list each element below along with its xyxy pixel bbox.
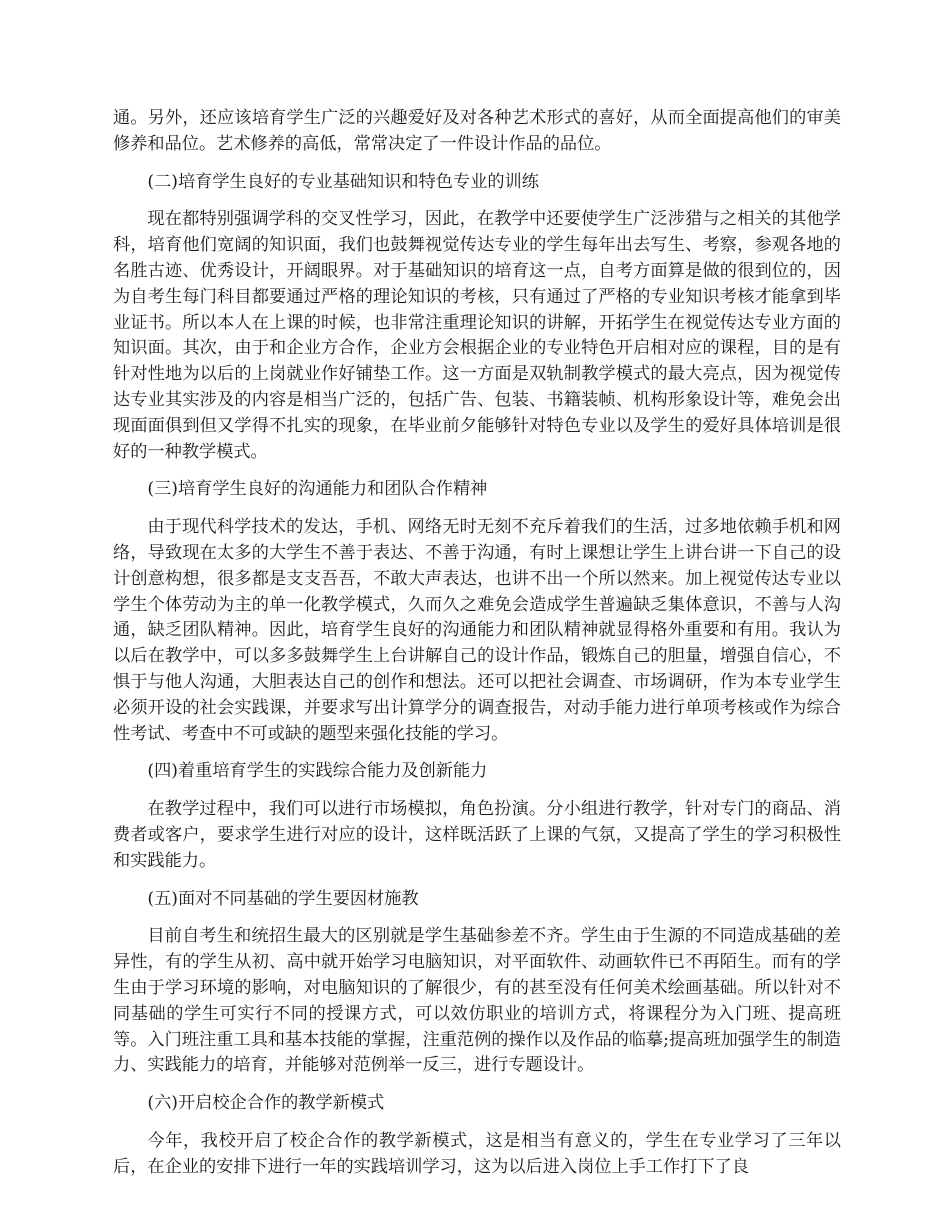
paragraph-body: 今年，我校开启了校企合作的教学新模式，这是相当有意义的，学生在专业学习了三年以后，在企业的安排下进行一年的实践培训学习，这为以后进入岗位上手工作打下了良 [113, 1130, 841, 1177]
paragraph-body: 在教学过程中，我们可以进行市场模拟，角色扮演。分小组进行教学，针对专门的商品、消费者或客户，要求学生进行对应的设计，这样既活跃了上课的气氛，又提高了学生的学习积极性和实践能力。 [113, 799, 841, 871]
paragraph-body: 目前自考生和统招生最大的区别就是学生基础参差不齐。学生由于生源的不同造成基础的差异性，有的学生从初、高中就开始学习电脑知识，对平面软件、动画软件已不再陌生。而有的学生由于学习环境的影响，对电脑知识的了解很少，有的甚至没有任何美术绘画基础。所以针对不同基础的学生可实行不同的授课方式，可以效仿职业的培训方式，将课程分为入门班、提高班等。入门班注重工具和基本技能的掌握，注重范例的操作以及作品的临摹;提高班加强学生的制造力、实践能力的培育，并能够对范例举一反三，进行专题设计。 [113, 926, 841, 1076]
section-heading-2: (二)培育学生良好的专业基础知识和特色专业的训练 [147, 171, 539, 192]
section-heading-5: (五)面对不同基础的学生要因材施教 [147, 888, 419, 909]
paragraph-continuation: 通。另外，还应该培育学生广泛的兴趣爱好及对各种艺术形式的喜好，从而全面提高他们的审美修养和品位。艺术修养的高低，常常决定了一件设计作品的品位。 [113, 108, 841, 154]
document-page [113, 106, 841, 1180]
section-heading-3: (三)培育学生良好的沟通能力和团队合作精神 [147, 479, 488, 500]
paragraph-body: 由于现代科学技术的发达，手机、网络无时无刻不充斥着我们的生活，过多地依赖手机和网络，导致现在太多的大学生不善于表达、不善于沟通，有时上课想让学生上讲台讲一下自己的设计创意构想，很多都是支支吾吾，不敢大声表达，也讲不出一个所以然来。加上视觉传达专业以学生个体劳动为主的单一化教学模式，久而久之难免会造成学生普遍缺乏集体意识，不善与人沟通，缺乏团队精神。因此，培育学生良好的沟通能力和团队精神就显得格外重要和有用。我认为以后在教学中，可以多多鼓舞学生上台讲解自己的设计作品，锻炼自己的胆量，增强自信心，不惧于与他人沟通，大胆表达自己的创作和想法。还可以把社会调查、市场调研，作为本专业学生必须开设的社会实践课，并要求写出计算学分的调查报告，对动手能力进行单项考核或作为综合性考试、考查中不可或缺的题型来强化技能的学习。 [113, 517, 841, 744]
section-heading-4: (四)着重培育学生的实践综合能力及创新能力 [147, 761, 488, 782]
section-heading-6: (六)开启校企合作的教学新模式 [147, 1093, 385, 1114]
paragraph-body: 现在都特别强调学科的交叉性学习，因此，在教学中还要使学生广泛涉猎与之相关的其他学科，培育他们宽阔的知识面，我们也鼓舞视觉传达专业的学生每年出去写生、考察，参观各地的名胜古迹、优秀设计，开阔眼界。对于基础知识的培育这一点，自考方面算是做的很到位的，因为自考生每门科目都要通过严格的理论知识的考核，只有通过了严格的专业知识考核才能拿到毕业证书。所以本人在上课的时候，也非常注重理论知识的讲解，开拓学生在视觉传达专业方面的知识面。其次，由于和企业方合作，企业方会根据企业的专业特色开启相对应的课程，目的是有针对性地为以后的上岗就业作好铺垫工作。这一方面是双轨制教学模式的最大亮点，因为视觉传达专业其实涉及的内容是相当广泛的，包括广告、包装、书籍装帧、机构形象设计等，难免会出现面面俱到但又学得不扎实的现象，在毕业前夕能够针对特色专业以及学生的爱好具体培训是很好的一种教学模式。 [113, 209, 841, 462]
